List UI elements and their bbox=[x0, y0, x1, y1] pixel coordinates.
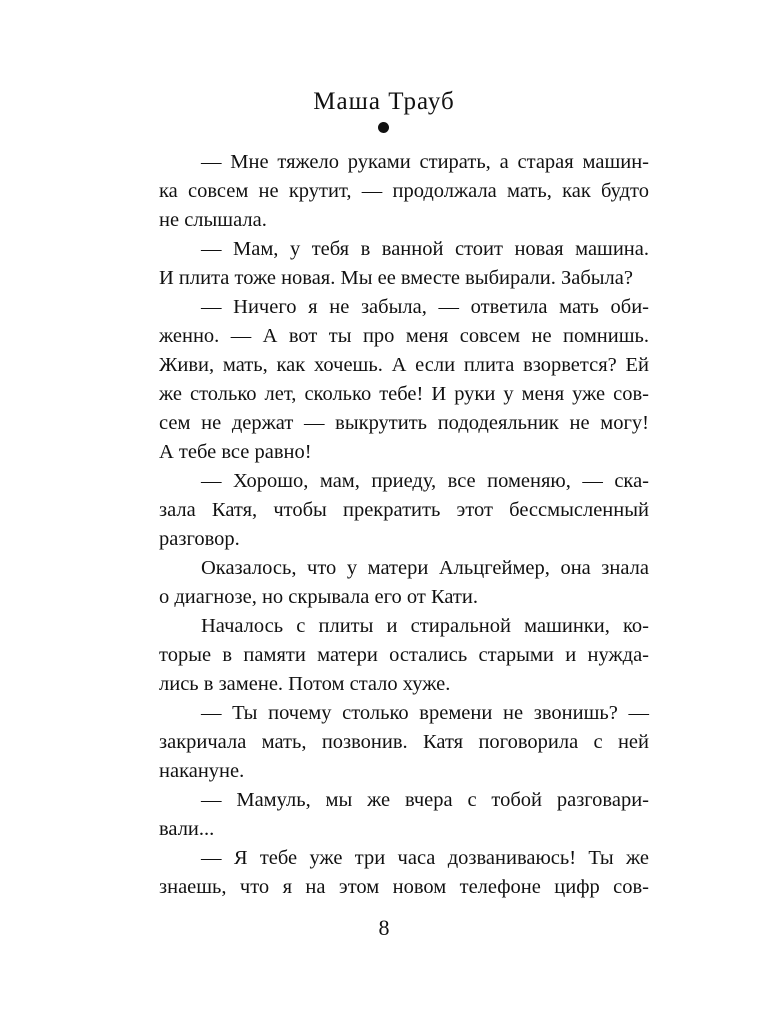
text-line: — Мам, у тебя в ванной стоит новая машина. bbox=[201, 238, 649, 260]
text-line: Оказалось, что у матери Альцгеймер, она знала bbox=[201, 557, 649, 579]
text-line: о диагнозе, но скрывала его от Кати. bbox=[159, 586, 478, 608]
text-line: А тебе все равно! bbox=[159, 441, 312, 463]
text-line: — Я тебе уже три часа дозваниваюсь! Ты же bbox=[201, 847, 649, 869]
text-line: знаешь, что я на этом новом телефоне цифр сов- bbox=[159, 876, 649, 898]
text-line: не слышала. bbox=[159, 209, 267, 231]
text-line: сем не держат — выкрутить пододеяльник не могу! bbox=[159, 412, 649, 434]
text-line: вали... bbox=[159, 818, 215, 840]
header-bullet-ornament bbox=[378, 122, 389, 133]
text-line: — Ничего я не забыла, — ответила мать оби- bbox=[201, 296, 649, 318]
text-line: лись в замене. Потом стало хуже. bbox=[159, 673, 451, 695]
text-line: женно. — А вот ты про меня совсем не помнишь. bbox=[159, 325, 649, 347]
running-head-author: Маша Трауб bbox=[313, 88, 455, 115]
text-line: Живи, мать, как хочешь. А если плита взорвется? Ей bbox=[159, 354, 649, 376]
text-line: торые в памяти матери остались старыми и нужда- bbox=[159, 644, 649, 666]
text-line: разговор. bbox=[159, 528, 240, 550]
text-line: — Хорошо, мам, приеду, все поменяю, — ска- bbox=[201, 470, 649, 492]
page-number: 8 bbox=[378, 915, 390, 940]
text-line: зала Катя, чтобы прекратить этот бессмысленный bbox=[159, 499, 649, 521]
text-line: закричала мать, позвонив. Катя поговорила с ней bbox=[159, 731, 649, 753]
text-line: ка совсем не крутит, — продолжала мать, как будто bbox=[159, 180, 649, 202]
text-line: же столько лет, сколько тебе! И руки у меня уже сов- bbox=[159, 383, 649, 405]
text-line: накануне. bbox=[159, 760, 245, 782]
text-line: — Мне тяжело руками стирать, а старая машин- bbox=[201, 151, 649, 173]
text-line: — Мамуль, мы же вчера с тобой разговари- bbox=[201, 789, 649, 811]
text-line: И плита тоже новая. Мы ее вместе выбирали. Забыла? bbox=[159, 267, 633, 289]
text-line: — Ты почему столько времени не звонишь? — bbox=[201, 702, 649, 724]
body-text bbox=[159, 148, 649, 902]
text-line: Началось с плиты и стиральной машинки, ко- bbox=[201, 615, 649, 637]
